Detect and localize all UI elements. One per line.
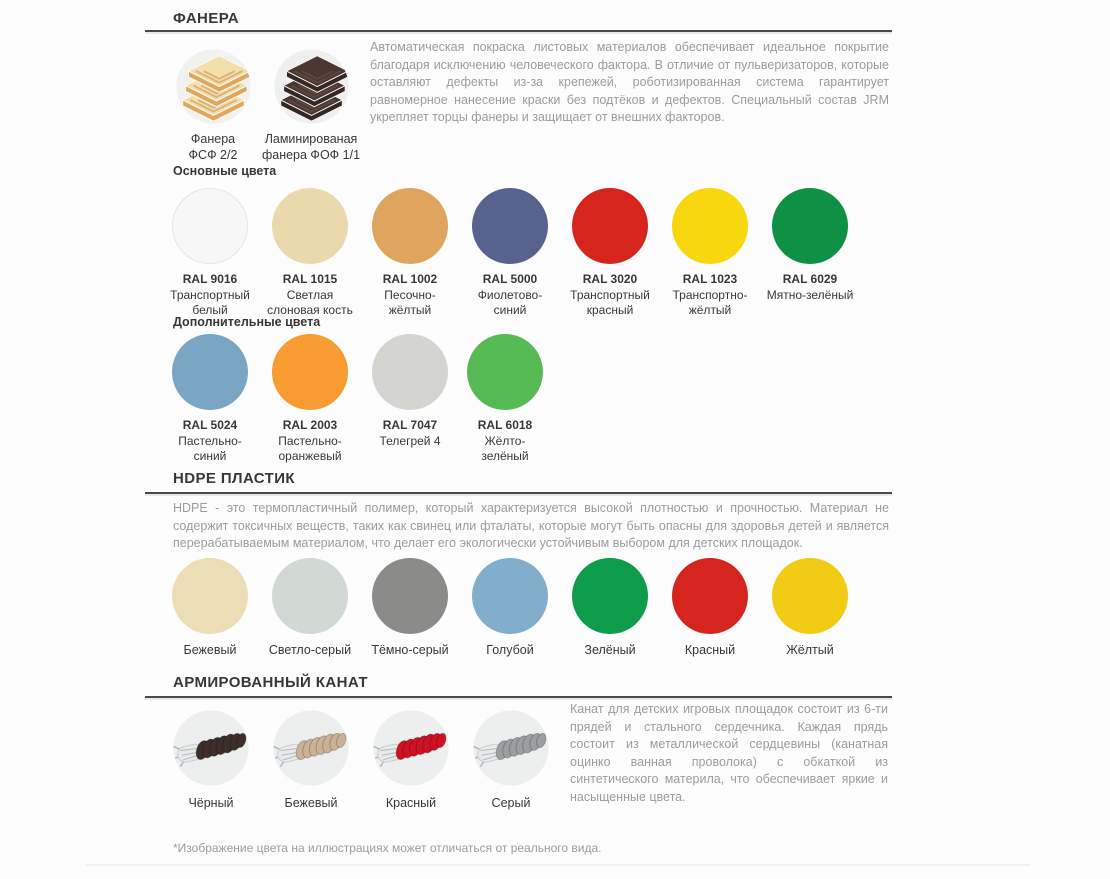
ral-swatch: RAL 3020 Транспортный красный	[560, 188, 660, 317]
color-swatch	[472, 558, 548, 634]
color-swatch	[172, 558, 248, 634]
ral-swatch: RAL 1023 Транспортно- жёлтый	[660, 188, 760, 317]
ral-swatch: RAL 2003 Пастельно- оранжевый	[260, 334, 360, 463]
laminated-plywood-icon	[273, 48, 350, 125]
ral-swatch: RAL 7047 Телегрей 4	[360, 334, 460, 449]
section-divider	[145, 30, 892, 32]
color-swatch	[172, 334, 248, 410]
color-swatch	[572, 188, 648, 264]
ral-swatch: RAL 1015 Светлая слоновая кость	[260, 188, 360, 317]
material-label: Фанера ФСФ 2/2	[188, 132, 238, 162]
rope-swatch: Чёрный	[161, 709, 261, 810]
color-disclaimer: *Изображение цвета на иллюстрациях может отличаться от реального вида.	[173, 841, 602, 855]
rope-icon	[272, 709, 350, 787]
rope-icon	[472, 709, 550, 787]
rope-swatch: Серый	[461, 709, 561, 810]
section-title-hdpe: HDPE ПЛАСТИК	[173, 470, 295, 487]
fanera-description: Автоматическая покраска листовых материалов обеспечивает идеальное покрытие благодаря исключению человеческого фактора. В отличие от пульверизаторов, которые оставляют дефекты из-за крепежей, роботизированная система гарантирует равномерное нанесение краски без подтёков и дефектов. Специальный состав JRM укрепляет торцы фанеры и защищает от внешних факторов.	[370, 40, 889, 124]
plywood-icon	[175, 48, 252, 125]
color-swatch	[572, 558, 648, 634]
hdpe-swatch: Зелёный	[560, 558, 660, 657]
color-swatch	[272, 334, 348, 410]
color-swatch	[172, 188, 248, 264]
color-swatch	[467, 334, 543, 410]
ral-swatch: RAL 5000 Фиолетово- синий	[460, 188, 560, 317]
rope-swatch: Бежевый	[261, 709, 361, 810]
color-swatch	[272, 188, 348, 264]
rope-icon	[372, 709, 450, 787]
color-swatch	[372, 334, 448, 410]
color-swatch	[772, 558, 848, 634]
ral-swatch: RAL 5024 Пастельно- синий	[160, 334, 260, 463]
ral-swatch: RAL 6029 Мятно-зелёный	[760, 188, 860, 303]
hdpe-swatch: Тёмно-серый	[360, 558, 460, 657]
section-title-rope: АРМИРОВАННЫЙ КАНАТ	[173, 674, 368, 691]
additional-colors-label: Дополнительные цвета	[173, 315, 321, 329]
color-swatch	[672, 188, 748, 264]
hdpe-swatch: Красный	[660, 558, 760, 657]
material-laminated-plywood	[246, 48, 376, 163]
color-swatch	[672, 558, 748, 634]
ral-swatch: RAL 6018 Жёлто- зелёный	[455, 334, 555, 463]
color-swatch	[472, 188, 548, 264]
material-label: Ламинированая фанера ФОФ 1/1	[261, 132, 361, 162]
color-swatch	[372, 188, 448, 264]
ral-swatch: RAL 9016 Транспортный белый	[160, 188, 260, 317]
rope-swatch: Красный	[361, 709, 461, 810]
ral-swatch: RAL 1002 Песочно- жёлтый	[360, 188, 460, 317]
rope-description: Канат для детских игровых площадок состоит из 6-ти прядей и стального сердечника. Каждая прядь состоит из металлической сердцевины (канатная оцинко ванная проволока) с обкаткой из синтетического материла, что обеспечивает яркие и насыщенные цвета.	[570, 702, 888, 804]
rope-icon	[172, 709, 250, 787]
hdpe-swatch: Голубой	[460, 558, 560, 657]
hdpe-swatch: Жёлтый	[760, 558, 860, 657]
hdpe-swatch: Бежевый	[160, 558, 260, 657]
color-swatch	[372, 558, 448, 634]
section-divider	[145, 696, 892, 698]
section-divider	[145, 492, 892, 494]
main-colors-label: Основные цвета	[173, 164, 277, 178]
hdpe-description: HDPE - это термопластичный полимер, который характеризуется высокой плотностью и прочностью. Материал не содержит токсичных веществ, таких как свинец или фталаты, которые могут быть опасны для здоровья детей и является перерабатываемым материалом, что делает его экологически устойчивым выбором для детских площадок.	[173, 501, 889, 550]
bottom-divider	[85, 864, 1030, 866]
section-title-fanera: ФАНЕРА	[173, 10, 240, 27]
hdpe-swatch: Светло-серый	[260, 558, 360, 657]
color-swatch	[272, 558, 348, 634]
color-swatch	[772, 188, 848, 264]
